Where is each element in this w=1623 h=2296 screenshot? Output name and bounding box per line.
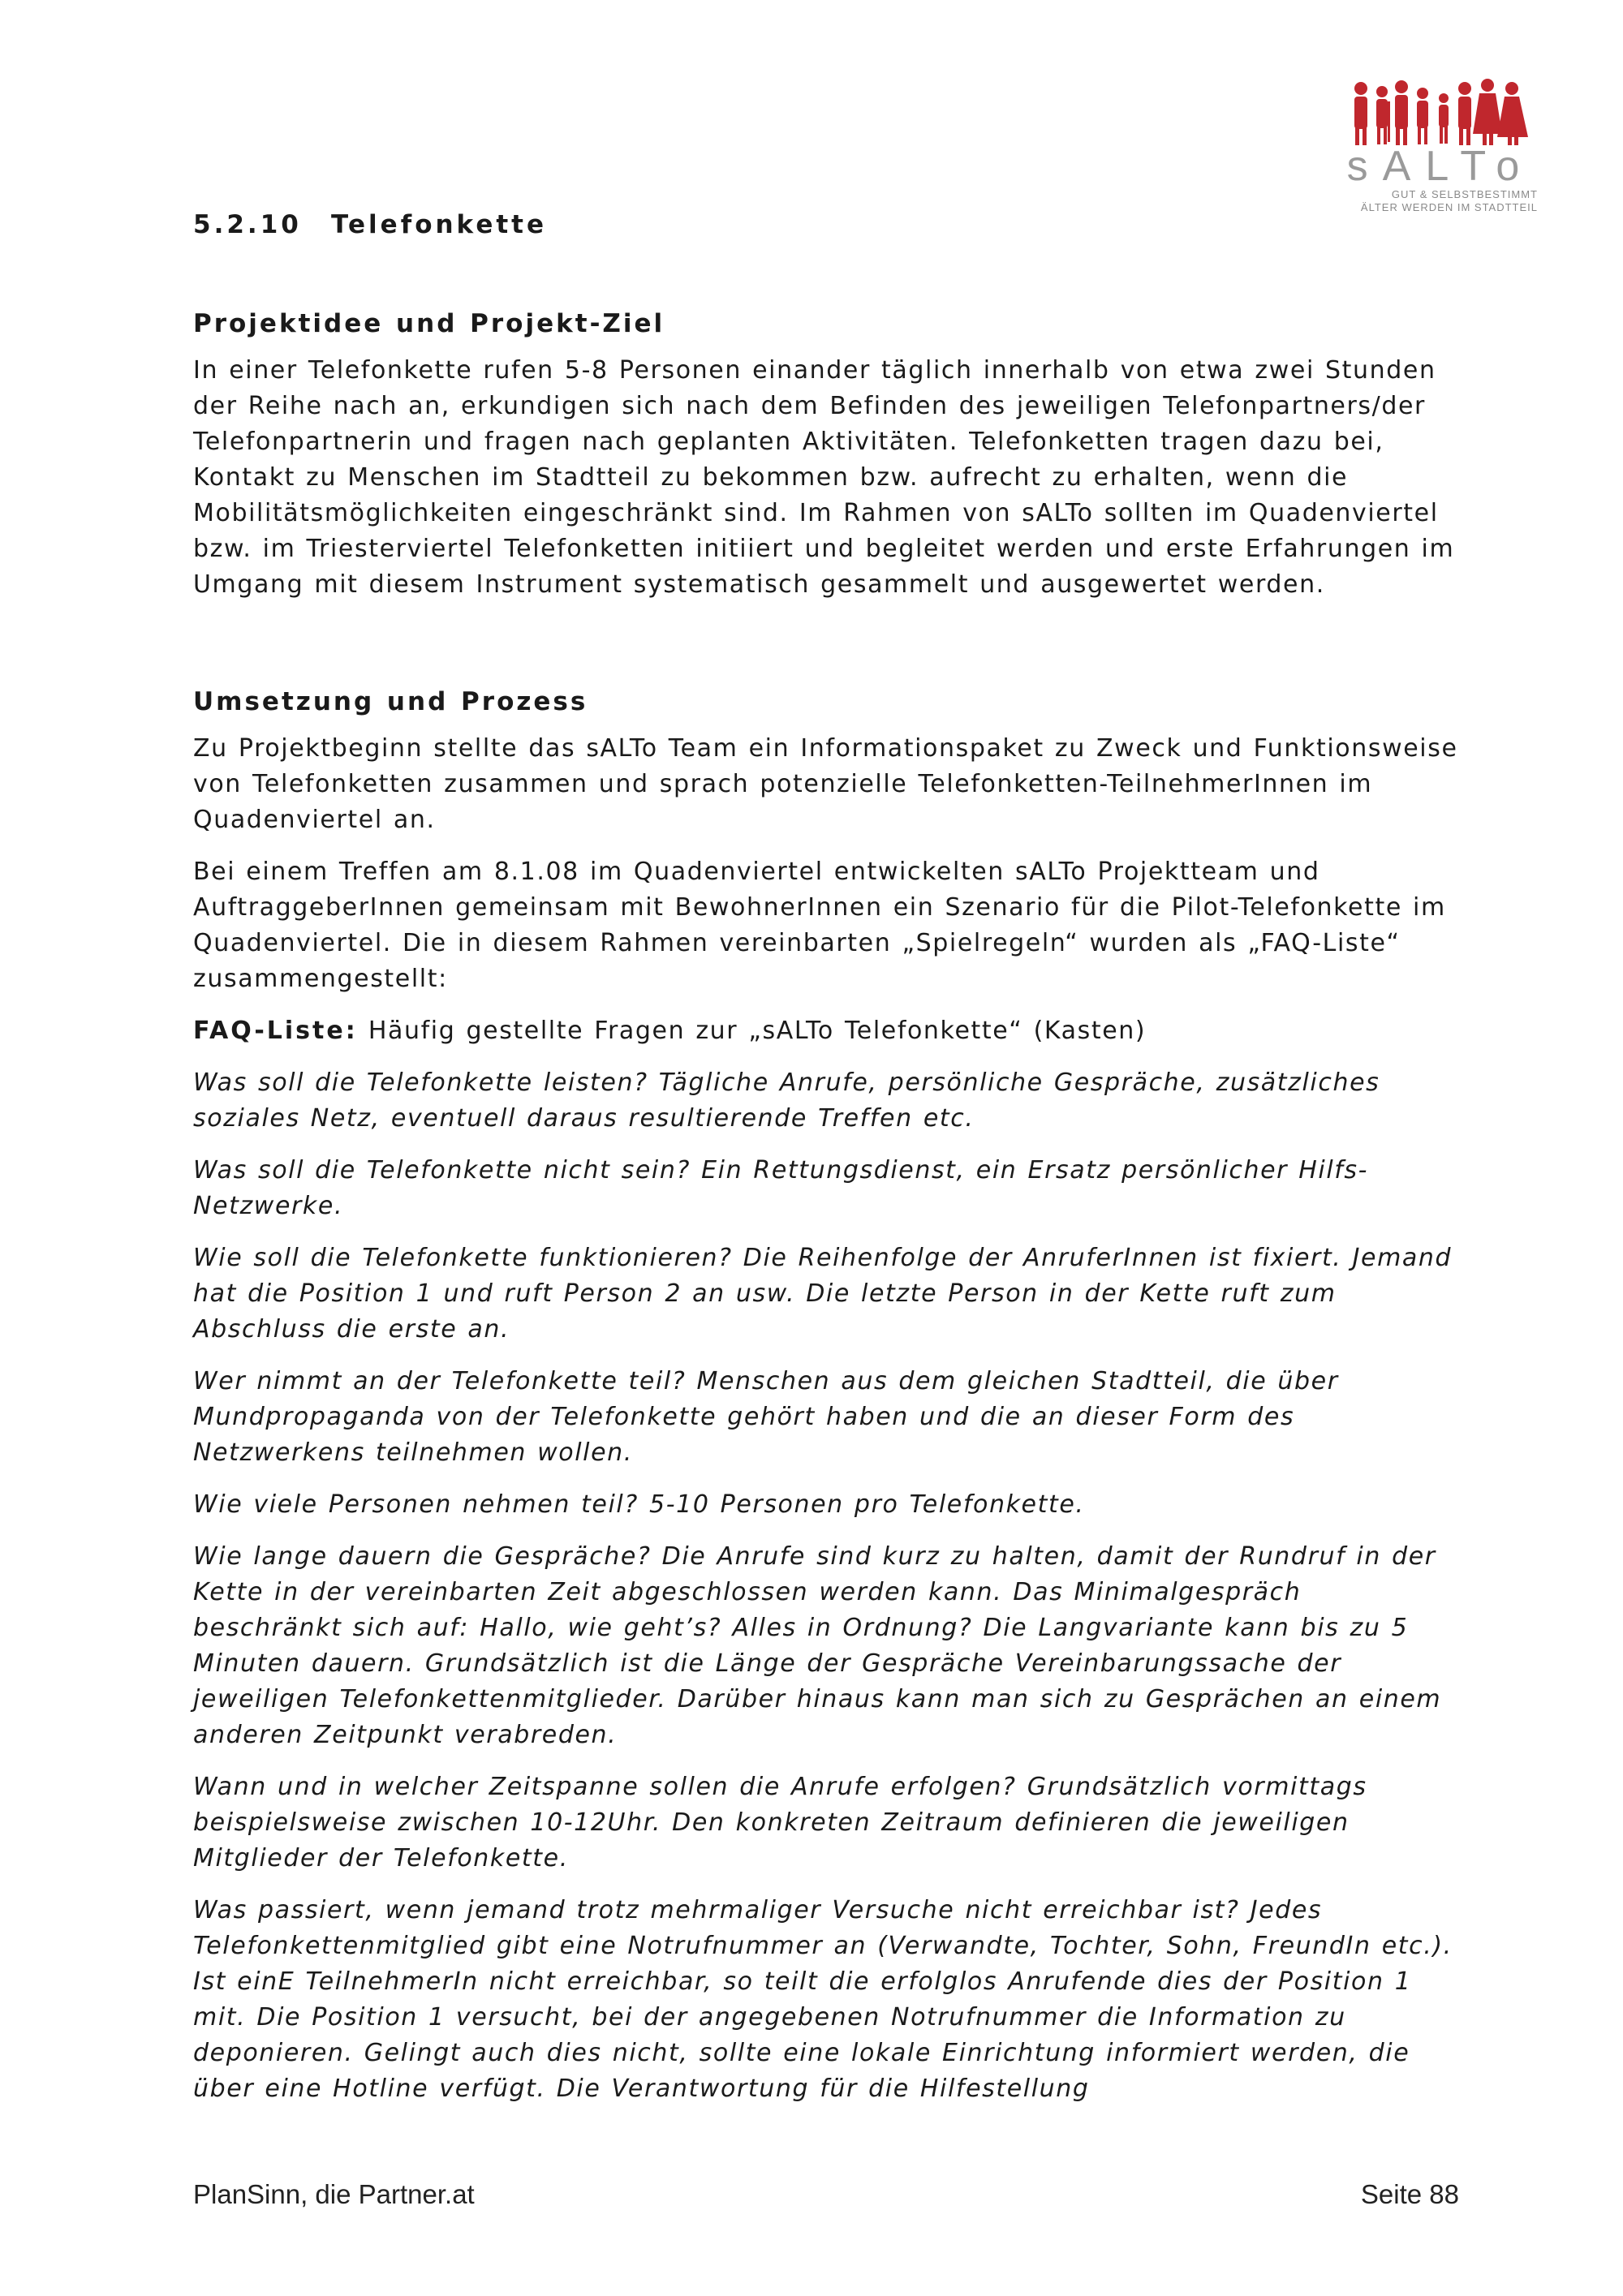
section-number: 5.2.10 [193,210,302,239]
logo-tagline-1: GUT & SELBSTBESTIMMT [1391,188,1538,200]
page-number: Seite 88 [1360,2179,1459,2209]
subheading-umsetzung: Umsetzung und Prozess [193,687,588,716]
logo-wordmark: sALTo [1346,143,1535,190]
logo-tagline-2: ÄLTER WERDEN IM STADTTEIL [1360,201,1538,213]
document-body [193,207,1459,2123]
section-heading [193,207,1459,243]
faq-item: Was soll die Telefonkette leisten? Tägliche Anrufe, persönliche Gespräche, zusätzliches soziales Netz, eventuell daraus resultierende Treffen etc. [193,1068,1380,1133]
faq-item: Wie viele Personen nehmen teil? 5-10 Personen pro Telefonkette. [193,1490,1085,1519]
faq-item: Wie soll die Telefonkette funktionieren? Die Reihenfolge der AnruferInnen ist fixiert. Jemand hat die Position 1 und ruft Person 2 an usw. Die letzte Person in der Kette ruft zum Abschluss die erste an. [193,1244,1453,1344]
faq-item: Wann und in welcher Zeitspanne sollen die Anrufe erfolgen? Grundsätzlich vormittags beispielsweise zwischen 10-12Uhr. Den konkreten Zeitraum definieren die jeweiligen Mitglieder der Telefonkette. [193,1773,1367,1872]
page-footer [193,2179,1459,2220]
faq-intro-text: Häufig gestellte Fragen zur „sALTo Telefonkette“ (Kasten) [357,1017,1147,1045]
subheading-projektidee: Projektidee und Projekt-Ziel [193,309,665,338]
paragraph-umsetzung-2: Bei einem Treffen am 8.1.08 im Quadenviertel entwickelten sALTo Projektteam und AuftraggeberInnen gemeinsam mit BewohnerInnen ein Szenario für die Pilot-Telefonkette im Quadenviertel. Die in diesem Rahmen vereinbarten „Spielregeln“ wurden als „FAQ-Liste“ zusammengestellt: [193,858,1446,993]
paragraph-umsetzung-1: Zu Projektbeginn stellte das sALTo Team ein Informationspaket zu Zweck und Funktionsweise von Telefonketten zusammen und sprach potenzielle Telefonketten-TeilnehmerInnen im Quadenviertel an. [193,734,1458,834]
salto-figures-icon [1343,77,1538,150]
footer-publisher: PlanSinn, die Partner.at [193,2179,475,2209]
faq-item: Wer nimmt an der Telefonkette teil? Menschen aus dem gleichen Stadtteil, die über Mundpropaganda von der Telefonkette gehört haben und die an dieser Form des Netzwerkens teilnehmen wollen. [193,1367,1339,1467]
paragraph-projektidee: In einer Telefonkette rufen 5-8 Personen einander täglich innerhalb von etwa zwei Stunden der Reihe nach an, erkundigen sich nach dem Befinden des jeweiligen Telefonpartners/der Telefonpartnerin und fragen nach geplanten Aktivitäten. Telefonketten tragen dazu bei, Kontakt zu Menschen im Stadtteil zu bekommen bzw. aufrecht zu erhalten, wenn die Mobilitätsmöglichkeiten eingeschränkt sind. Im Rahmen von sALTo sollten im Quadenviertel bzw. im Triesterviertel Telefonketten initiiert und begleitet werden und erste Erfahrungen im Umgang mit diesem Instrument systematisch gesammelt und ausgewertet werden. [193,356,1455,599]
faq-item: Wie lange dauern die Gespräche? Die Anrufe sind kurz zu halten, damit der Rundruf in der Kette in der vereinbarten Zeit abgeschlossen werden kann. Das Minimalgespräch beschränkt sich auf: Hallo, wie geht’s? Alles in Ordnung? Die Langvariante kann bis zu 5 Minuten dauern. Grundsätzlich ist die Länge der Gespräche Vereinbarungssache der jeweiligen Telefonkettenmitglieder. Darüber hinaus kann man sich zu Gesprächen an einem anderen Zeitpunkt verabreden. [193,1542,1442,1749]
faq-item: Was passiert, wenn jemand trotz mehrmaliger Versuche nicht erreichbar ist? Jedes Telefonkettenmitglied gibt eine Notrufnummer an (Verwandte, Tochter, Sohn, FreundIn etc.). Ist einE TeilnehmerIn nicht erreichbar, so teilt die erfolglos Anrufende dies der Position 1 mit. Die Position 1 versucht, bei der angegebenen Notrufnummer die Information zu deponieren. Gelingt auch dies nicht, sollte eine lokale Einrichtung informiert werden, die über eine Hotline verfügt. Die Verantwortung für die Hilfestellung [193,1896,1453,2103]
salto-logo [1343,77,1538,213]
faq-intro [193,1013,1459,1049]
section-title: Telefonkette [331,210,548,239]
faq-item: Was soll die Telefonkette nicht sein? Ein Rettungsdienst, ein Ersatz persönlicher Hilfs-Netzwerke. [193,1156,1369,1220]
faq-label: FAQ-Liste: [193,1017,358,1045]
